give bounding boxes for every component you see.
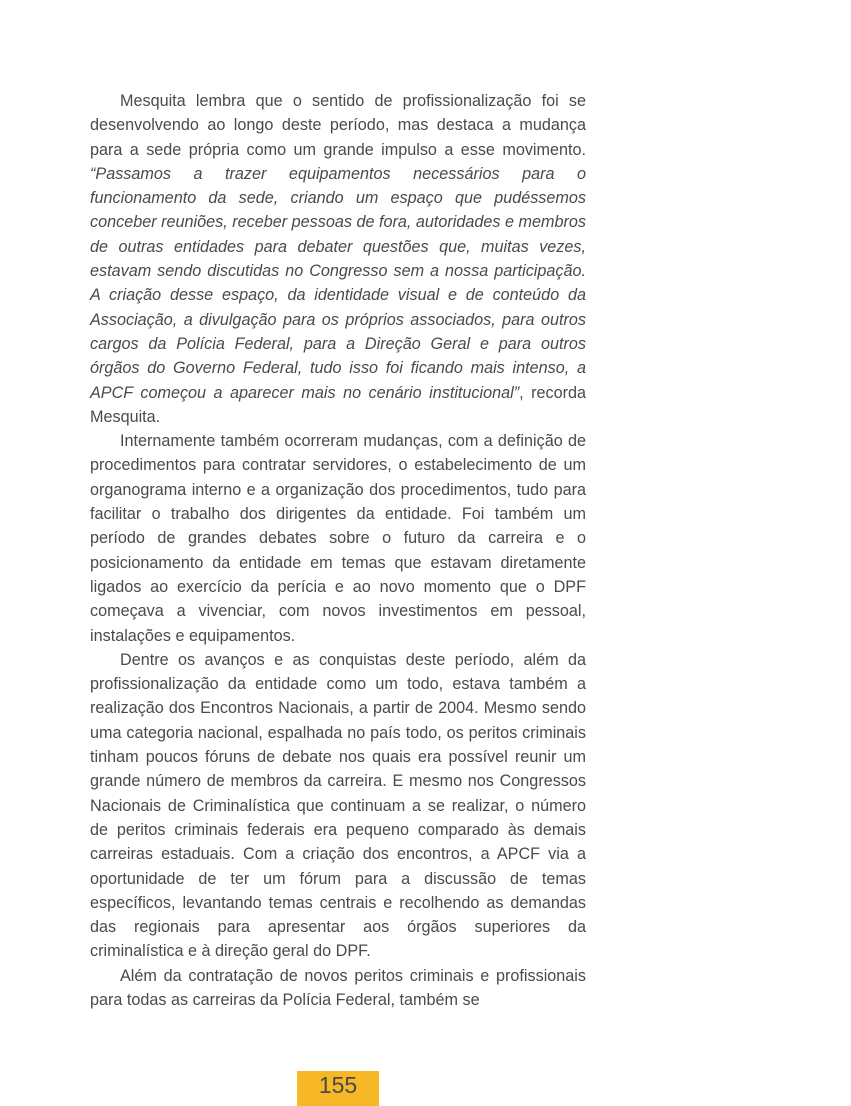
paragraph-1-outro: , recorda Mesquita. [90, 383, 586, 426]
page-number-badge [297, 1071, 379, 1106]
quote: “Passamos a trazer equipamentos necessários para o funcionamento da sede, criando um espaço que pudéssemos conceber reuniões, receber pessoas de fora, autoridades e membros de outras entidades para debater questões que, muitas vezes, estavam sendo discutidas no Congresso sem a nossa participação. A criação desse espaço, da identidade visual e de conteúdo da Associação, a divulgação para os próprios associados, para outros cargos da Polícia Federal, para a Direção Geral e para outros órgãos do Governo Federal, tudo isso foi ficando mais intenso, a APCF começou a aparecer mais no cenário institucional” [90, 164, 586, 402]
paragraph-1 [90, 89, 586, 429]
paragraph-3: Dentre os avanços e as conquistas deste período, além da profissionalização da entidade como um todo, estava também a realização dos Encontros Nacionais, a partir de 2004. Mesmo sendo uma categoria nacional, espalhada no país todo, os peritos criminais tinham poucos fóruns de debate nos quais era possível reunir um grande número de membros da carreira. E mesmo nos Congressos Nacionais de Criminalística que continuam a se realizar, o número de peritos criminais federais era pequeno comparado às demais carreiras estaduais. Com a criação dos encontros, a APCF via a oportunidade de ter um fórum para a discussão de temas específicos, levantando temas centrais e recolhendo as demandas das regionais para apresentar aos órgãos superiores da criminalística e à direção geral do DPF. [90, 650, 586, 961]
paragraph-1-intro: Mesquita lembra que o sentido de profissionalização foi se desenvolvendo ao longo deste período, mas destaca a mudança para a sede própria como um grande impulso a esse movimento. [90, 92, 586, 159]
paragraph-4: Além da contratação de novos peritos criminais e profissionais para todas as carreiras da Polícia Federal, também se [90, 966, 586, 1009]
body-text [90, 89, 586, 1012]
page-number: 155 [318, 1072, 358, 1098]
paragraph-2: Internamente também ocorreram mudanças, com a definição de procedimentos para contratar servidores, o estabelecimento de um organograma interno e a organização dos procedimentos, tudo para facilitar o trabalho dos dirigentes da entidade. Foi também um período de grandes debates sobre o futuro da carreira e o posicionamento da entidade em temas que estavam diretamente ligados ao exercício da perícia e ao novo momento que o DPF começava a vivenciar, com novos investimentos em pessoal, instalações e equipamentos. [90, 432, 586, 645]
